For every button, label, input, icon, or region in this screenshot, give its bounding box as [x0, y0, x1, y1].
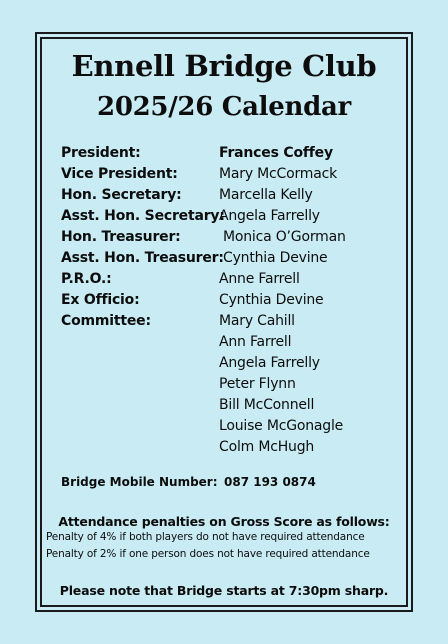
officer-row-committee	[61, 310, 401, 331]
officer-role: President:	[61, 144, 141, 161]
committee-member	[61, 415, 401, 436]
committee-member-name: Peter Flynn	[219, 375, 296, 392]
mobile-number-label: Bridge Mobile Number:	[61, 475, 218, 489]
committee-member-name: Ann Farrell	[219, 333, 292, 350]
start-time-note: Please note that Bridge starts at 7:30pm sharp.	[59, 583, 389, 598]
officer-name: Monica O’Gorman	[223, 228, 346, 245]
officer-row-ex-officio	[61, 289, 401, 310]
officer-name: Mary McCormack	[219, 165, 337, 182]
club-title: Ennell Bridge Club	[71, 49, 377, 83]
officer-row-pro	[61, 268, 401, 289]
officer-row-treasurer	[61, 226, 401, 247]
committee-member-name: Louise McGonagle	[219, 417, 344, 434]
officers-list	[61, 142, 401, 457]
officer-role: Ex Officio:	[61, 291, 140, 308]
officer-name: Angela Farrelly	[219, 207, 320, 224]
penalty-line-2: Penalty of 2% if one person does not have required attendance	[46, 548, 370, 560]
officer-role: Asst. Hon. Secretary:	[61, 207, 225, 224]
officer-row-asst-treasurer	[61, 247, 401, 268]
committee-member	[61, 373, 401, 394]
penalties-heading: Attendance penalties on Gross Score as follows:	[58, 514, 390, 529]
officer-name: Frances Coffey	[219, 144, 333, 161]
mobile-number: 087 193 0874	[224, 475, 316, 489]
officer-role: Committee:	[61, 312, 151, 329]
officer-row-asst-secretary	[61, 205, 401, 226]
officer-row-secretary	[61, 184, 401, 205]
penalty-line-1: Penalty of 4% if both players do not have required attendance	[46, 531, 365, 543]
committee-member	[61, 394, 401, 415]
officer-name: Cynthia Devine	[223, 249, 328, 266]
committee-member-name: Angela Farrelly	[219, 354, 320, 371]
officer-role: P.R.O.:	[61, 270, 112, 287]
officer-role: Vice President:	[61, 165, 178, 182]
calendar-subtitle: 2025/26 Calendar	[97, 92, 351, 122]
committee-member-name: Colm McHugh	[219, 438, 315, 455]
committee-member	[61, 436, 401, 457]
officer-role: Asst. Hon. Treasurer:	[61, 249, 224, 266]
officer-name: Cynthia Devine	[219, 291, 324, 308]
officer-row-president	[61, 142, 401, 163]
officer-role: Hon. Secretary:	[61, 186, 182, 203]
officer-row-vice-president	[61, 163, 401, 184]
officer-name: Mary Cahill	[219, 312, 295, 329]
committee-member	[61, 331, 401, 352]
officer-name: Anne Farrell	[219, 270, 300, 287]
officer-name: Marcella Kelly	[219, 186, 313, 203]
committee-member-name: Bill McConnell	[219, 396, 315, 413]
officer-role: Hon. Treasurer:	[61, 228, 181, 245]
committee-member	[61, 352, 401, 373]
